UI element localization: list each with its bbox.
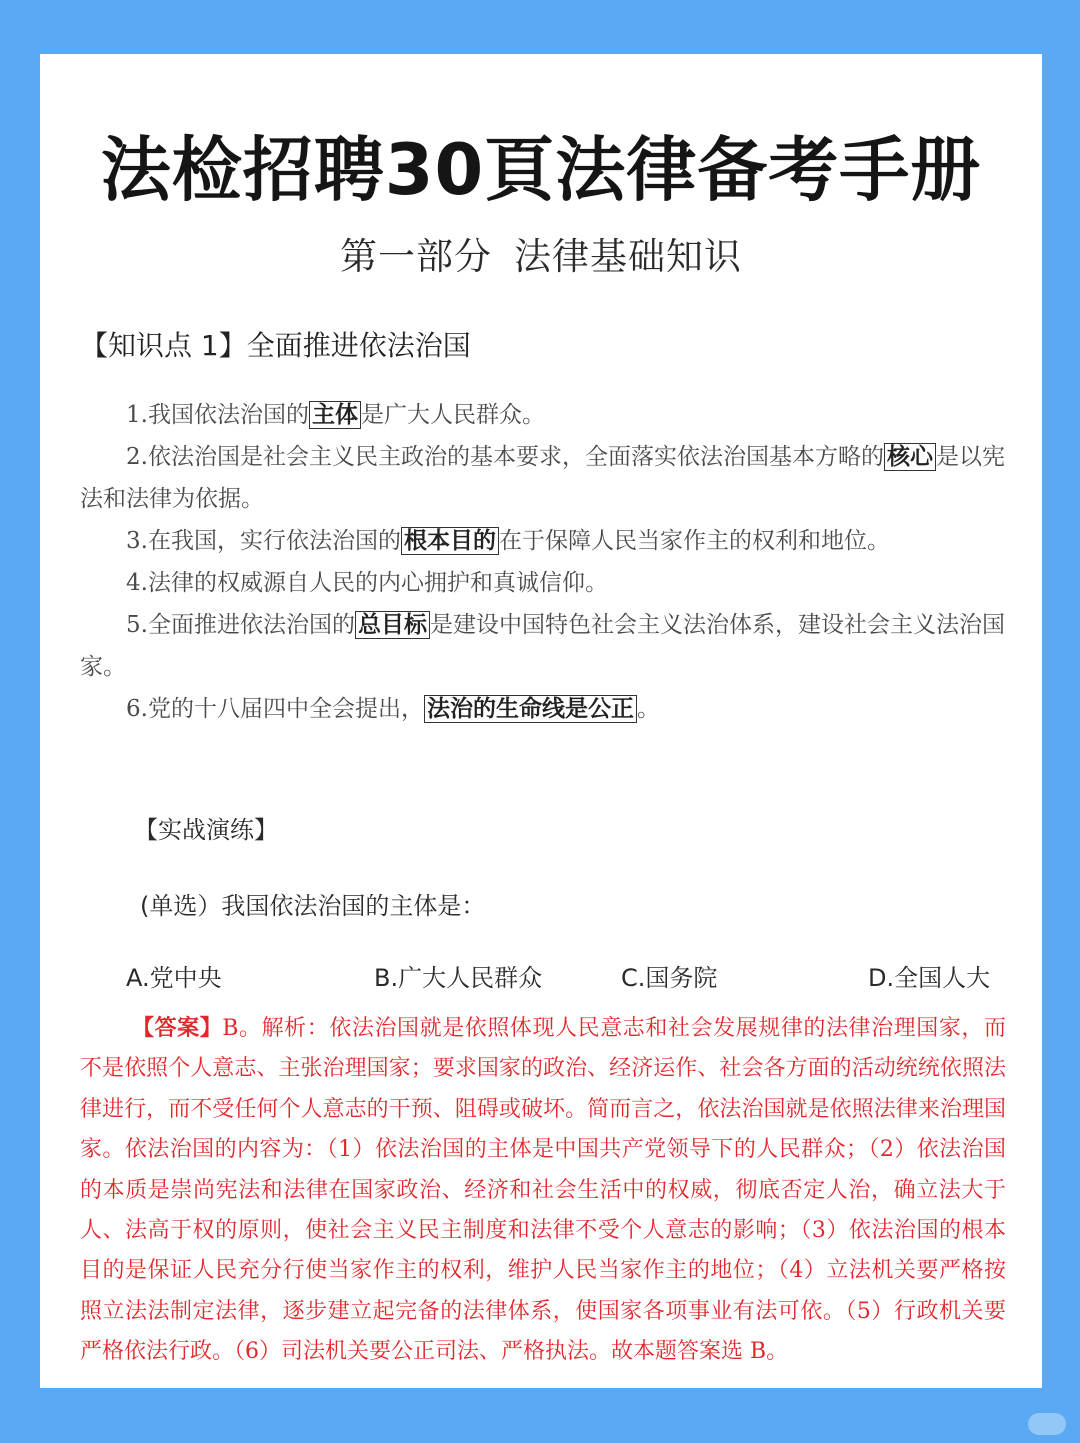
highlight-term: 法治的生命线是公正 [424,695,637,723]
highlight-term: 主体 [309,401,361,429]
knowledge-point-6: 6.党的十八届四中全会提出， 法治的生命线是公正 。 [126,696,660,722]
knowledge-point-4: 4.法律的权威源自人民的内心拥护和真诚信仰。 [126,570,608,596]
highlight-term: 总目标 [355,611,430,639]
answer-explanation [80,1008,1006,1373]
answer-label: 【答案】 [132,1015,223,1041]
document-title: 法检招聘30頁法律备考手册 [100,129,982,211]
watermark-badge [1028,1413,1066,1435]
answer-body: B。解析：依法治国就是依照体现人民意志和社会发展规律的法律治理国家，而不是依照个人意志、主张治理国家；要求国家的政治、经济运作、社会各方面的活动统统依照法律进行，而不受任何个人意志的干预、阻碍或破坏。简而言之，依法治国就是依照法律来治理国家。依法治国的内容为：（1）依法治国的主体是中国共产党领导下的人民群众；（2）依法治国的本质是崇尚宪法和法律在国家政治、经济和社会生活中的权威，彻底否定人治，确立法大于人、法高于权的原则，使社会主义民主制度和法律不受个人意志的影响；（3）依法治国的根本目的是保证人民充分行使当家作主的权利，维护人民当家作主的地位；（4）立法机关要严格按照立法法制定法律，逐步建立起完备的法律体系，使国家各项事业有法可依。（5）行政机关要严格依法行政。（6）司法机关要公正司法、严格执法。故本题答案选 B。 [80,1016,1006,1365]
knowledge-points [80,394,1006,730]
knowledge-point-1: 1.我国依法治国的 主体 是广大人民群众。 [126,402,545,428]
question-text: (单选）我国依法治国的主体是： [140,892,486,920]
knowledge-point-5: 5.全面推进依法治国的 总目标 是建设中国特色社会主义法治体系，建设社会主义法治国家。 [80,612,1005,680]
knowledge-point-2: 2.依法治国是社会主义民主政治的基本要求，全面落实依法治国基本方略的 核心 是以宪法和法律为依据。 [80,444,1005,512]
part-number: 第一部分 [340,235,492,278]
knowledge-point-3: 3.在我国，实行依法治国的 根本目的 在于保障人民当家作主的权利和地位。 [126,528,890,554]
document-page [40,54,1042,1388]
highlight-term: 核心 [884,443,936,471]
option-a: A.党中央 [126,964,222,992]
option-b: B.广大人民群众 [374,964,543,992]
answer-options [126,958,1006,992]
option-c: C.国务院 [621,964,718,992]
highlight-term: 根本目的 [401,527,499,555]
knowledge-point-heading: 【知识点 1】全面推进依法治国 [80,329,471,362]
option-d: D.全国人大 [868,964,991,992]
practice-heading: 【实战演练】 [134,816,278,844]
part-name: 法律基础知识 [514,235,742,278]
part-subtitle [40,226,1042,280]
